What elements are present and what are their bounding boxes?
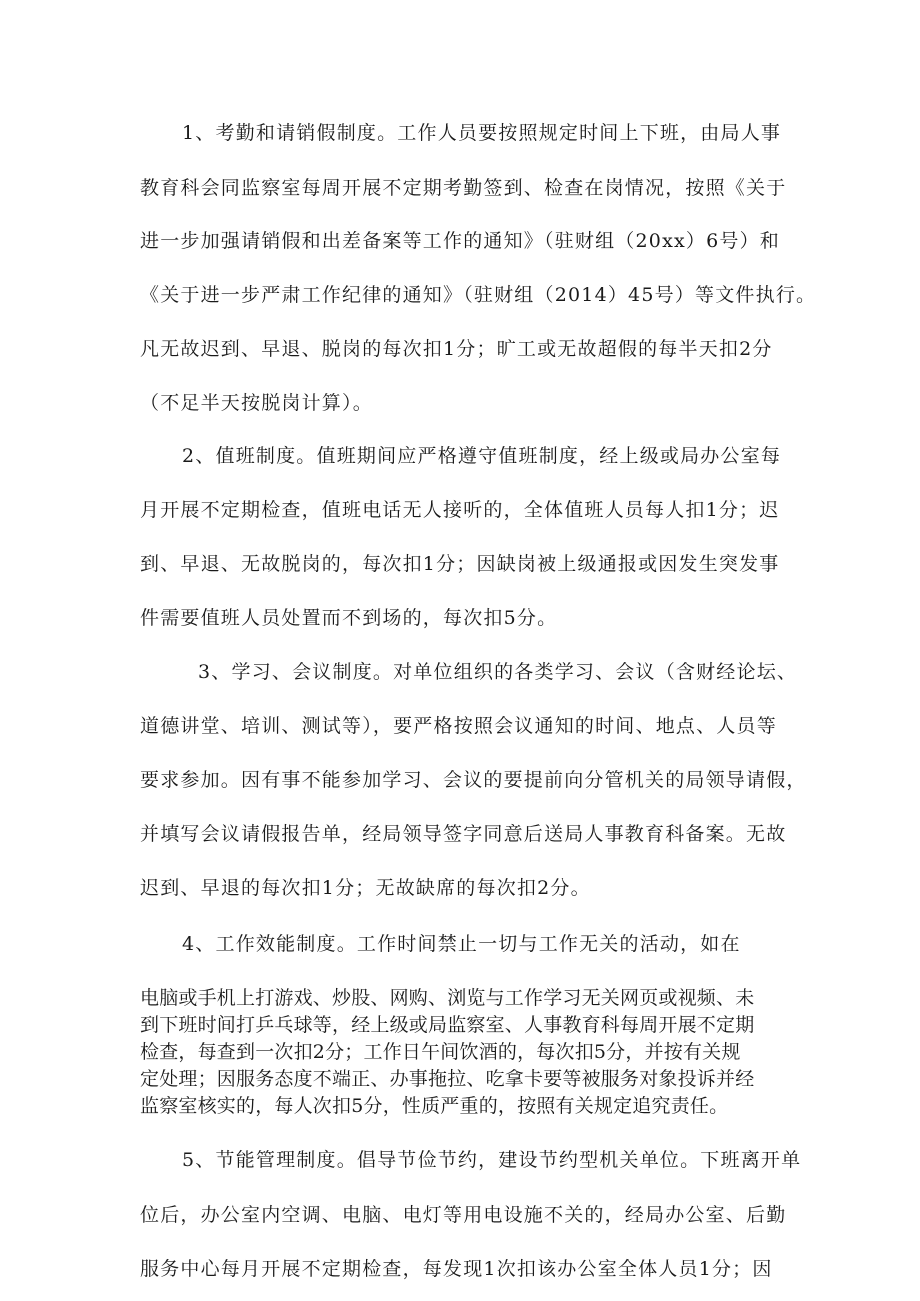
text-line: 服务中心每月开展不定期检查，每发现1次扣该办公室全体人员1分；因 xyxy=(140,1258,773,1280)
text-line: 2、值班制度。值班期间应严格遵守值班制度，经上级或局办公室每 xyxy=(182,445,782,467)
text-line: 进一步加强请销假和出差备案等工作的通知》（驻财组（20xx）6号）和 xyxy=(140,230,780,252)
text-line: 件需要值班人员处置而不到场的，每次扣5分。 xyxy=(140,607,558,629)
text-line: 3、学习、会议制度。对单位组织的各类学习、会议（含财经论坛、 xyxy=(198,661,798,683)
text-line: 并填写会议请假报告单，经局领导签字同意后送局人事教育科备案。无故 xyxy=(140,823,787,845)
text-line: 监察室核实的，每人次扣5分，性质严重的，按照有关规定追究责任。 xyxy=(140,1095,729,1117)
text-line: 教育科会同监察室每周开展不定期考勤签到、检查在岗情况，按照《关于 xyxy=(140,177,787,199)
text-line: 到、早退、无故脱岗的，每次扣1分；因缺岗被上级通报或因发生突发事 xyxy=(140,553,780,575)
text-line: 月开展不定期检查，值班电话无人接听的，全体值班人员每人扣1分；迟 xyxy=(140,499,780,521)
text-line: 迟到、早退的每次扣1分；无故缺席的每次扣2分。 xyxy=(140,877,591,899)
text-line: 1、考勤和请销假制度。工作人员要按照规定时间上下班，由局人事 xyxy=(182,122,782,144)
text-line: 4、工作效能制度。工作时间禁止一切与工作无关的活动，如在 xyxy=(182,933,741,955)
text-line: 定处理；因服务态度不端正、办事拖拉、吃拿卡要等被服务对象投诉并经 xyxy=(140,1068,755,1090)
text-line: 《关于进一步严肃工作纪律的通知》（驻财组（2014）45号）等文件执行。 xyxy=(140,284,817,306)
text-line: 要求参加。因有事不能参加学习、会议的要提前向分管机关的局领导请假， xyxy=(140,769,807,791)
text-line: （不足半天按脱岗计算）。 xyxy=(140,392,373,414)
text-line: 位后，办公室内空调、电脑、电灯等用电设施不关的，经局办公室、后勤 xyxy=(140,1204,787,1226)
text-line: 道德讲堂、培训、测试等），要严格按照会议通知的时间、地点、人员等 xyxy=(140,715,777,737)
text-line: 5、节能管理制度。倡导节俭节约，建设节约型机关单位。下班离开单 xyxy=(182,1149,802,1171)
text-line: 电脑或手机上打游戏、炒股、网购、浏览与工作学习无关网页或视频、未 xyxy=(140,987,755,1009)
text-line: 检查，每查到一次扣2分；工作日午间饮酒的，每次扣5分，并按有关规 xyxy=(140,1041,741,1063)
text-line: 凡无故迟到、早退、脱岗的每次扣1分；旷工或无故超假的每半天扣2分 xyxy=(140,338,773,360)
text-line: 到下班时间打乒乓球等，经上级或局监察室、人事教育科每周开展不定期 xyxy=(140,1014,755,1036)
